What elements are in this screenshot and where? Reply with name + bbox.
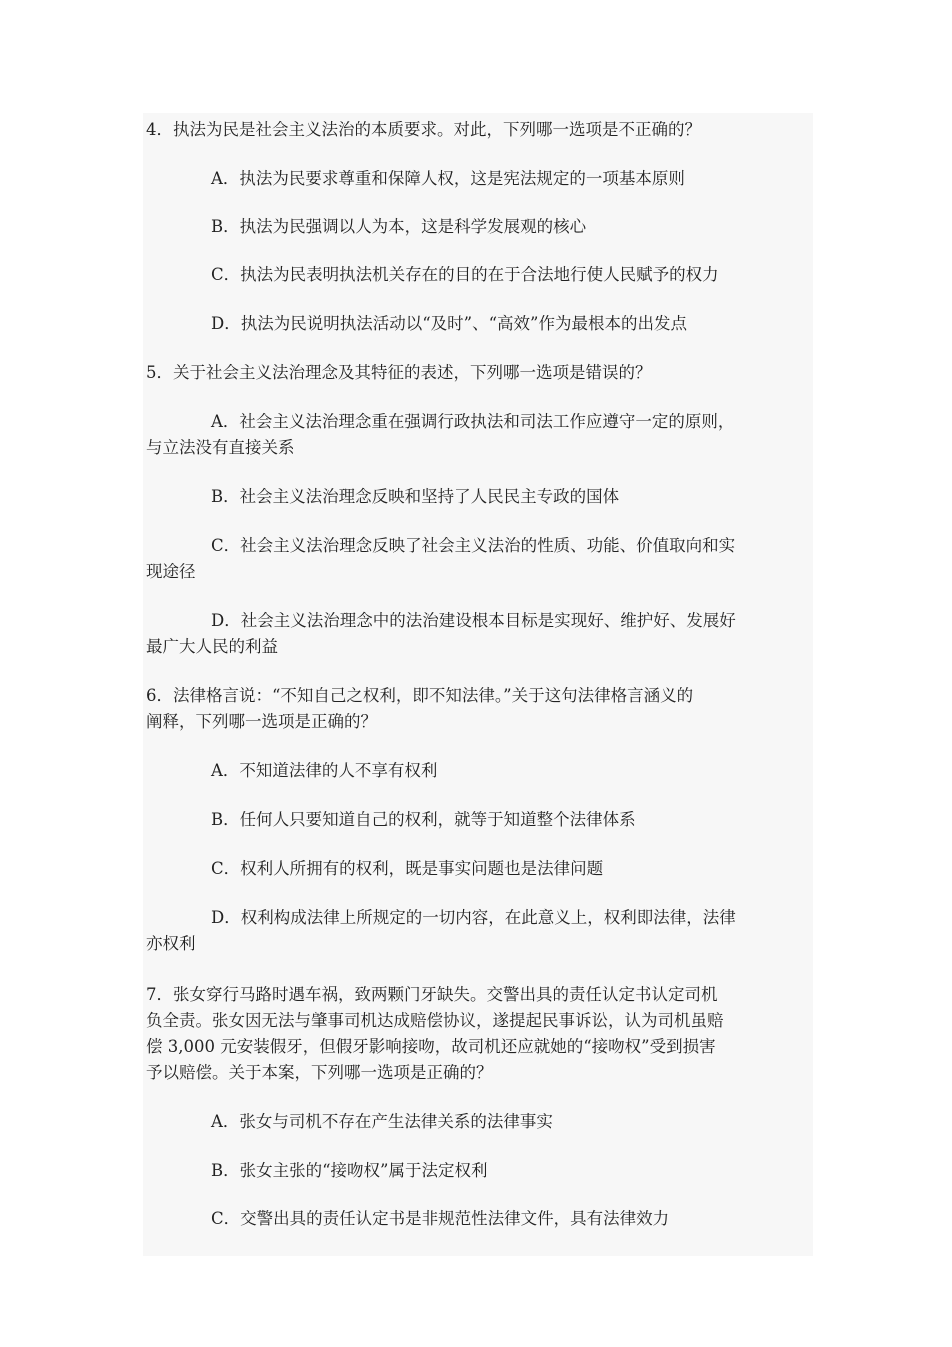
question-6-stem-line2: 阐释，下列哪一选项是正确的？	[146, 712, 377, 731]
question-6-stem-line1: 6．法律格言说：“不知自己之权利，即不知法律。”关于这句法律格言涵义的	[146, 686, 694, 705]
question-4-option-d: D．执法为民说明执法活动以“及时”、“高效”作为最根本的出发点	[211, 314, 687, 333]
question-5-option-d-line1: D．社会主义法治理念中的法治建设根本目标是实现好、维护好、发展好	[211, 611, 736, 630]
question-5-stem: 5．关于社会主义法治理念及其特征的表述，下列哪一选项是错误的？	[146, 363, 652, 382]
question-6-option-d-line2: 亦权利	[146, 934, 196, 953]
question-7-option-c: C．交警出具的责任认定书是非规范性法律文件，具有法律效力	[211, 1209, 670, 1228]
question-7-stem-line2: 负全责。张女因无法与肇事司机达成赔偿协议，遂提起民事诉讼，认为司机虽赔	[146, 1011, 724, 1030]
question-7-option-b: B．张女主张的“接吻权”属于法定权利	[211, 1161, 488, 1180]
question-5-option-a-line2: 与立法没有直接关系	[146, 438, 295, 457]
question-4-option-a: A．执法为民要求尊重和保障人权，这是宪法规定的一项基本原则	[211, 169, 685, 188]
question-7-stem-line3: 偿 3,000 元安装假牙，但假牙影响接吻，故司机还应就她的“接吻权”受到损害	[146, 1037, 716, 1056]
question-4-option-b: B．执法为民强调以人为本，这是科学发展观的核心	[211, 217, 587, 236]
question-7-stem-line4: 予以赔偿。关于本案，下列哪一选项是正确的？	[146, 1063, 493, 1082]
question-5-option-c-line2: 现途径	[146, 562, 196, 581]
question-6-option-b: B．任何人只要知道自己的权利，就等于知道整个法律体系	[211, 810, 636, 829]
question-6-option-c: C．权利人所拥有的权利，既是事实问题也是法律问题	[211, 859, 604, 878]
question-7-stem-line1: 7．张女穿行马路时遇车祸，致两颗门牙缺失。交警出具的责任认定书认定司机	[146, 985, 718, 1004]
question-5-option-a-line1: A．社会主义法治理念重在强调行政执法和司法工作应遵守一定的原则，	[211, 412, 735, 431]
question-5-option-c-line1: C．社会主义法治理念反映了社会主义法治的性质、功能、价值取向和实	[211, 536, 736, 555]
question-6-option-a: A．不知道法律的人不享有权利	[211, 761, 438, 780]
question-5-option-b: B．社会主义法治理念反映和坚持了人民民主专政的国体	[211, 487, 620, 506]
question-4-option-c: C．执法为民表明执法机关存在的目的在于合法地行使人民赋予的权力	[211, 265, 719, 284]
question-7-option-a: A．张女与司机不存在产生法律关系的法律事实	[211, 1112, 553, 1131]
question-4-stem: 4．执法为民是社会主义法治的本质要求。对此，下列哪一选项是不正确的？	[146, 120, 701, 139]
question-6-option-d-line1: D．权利构成法律上所规定的一切内容，在此意义上，权利即法律，法律	[211, 908, 736, 927]
question-5-option-d-line2: 最广大人民的利益	[146, 637, 278, 656]
